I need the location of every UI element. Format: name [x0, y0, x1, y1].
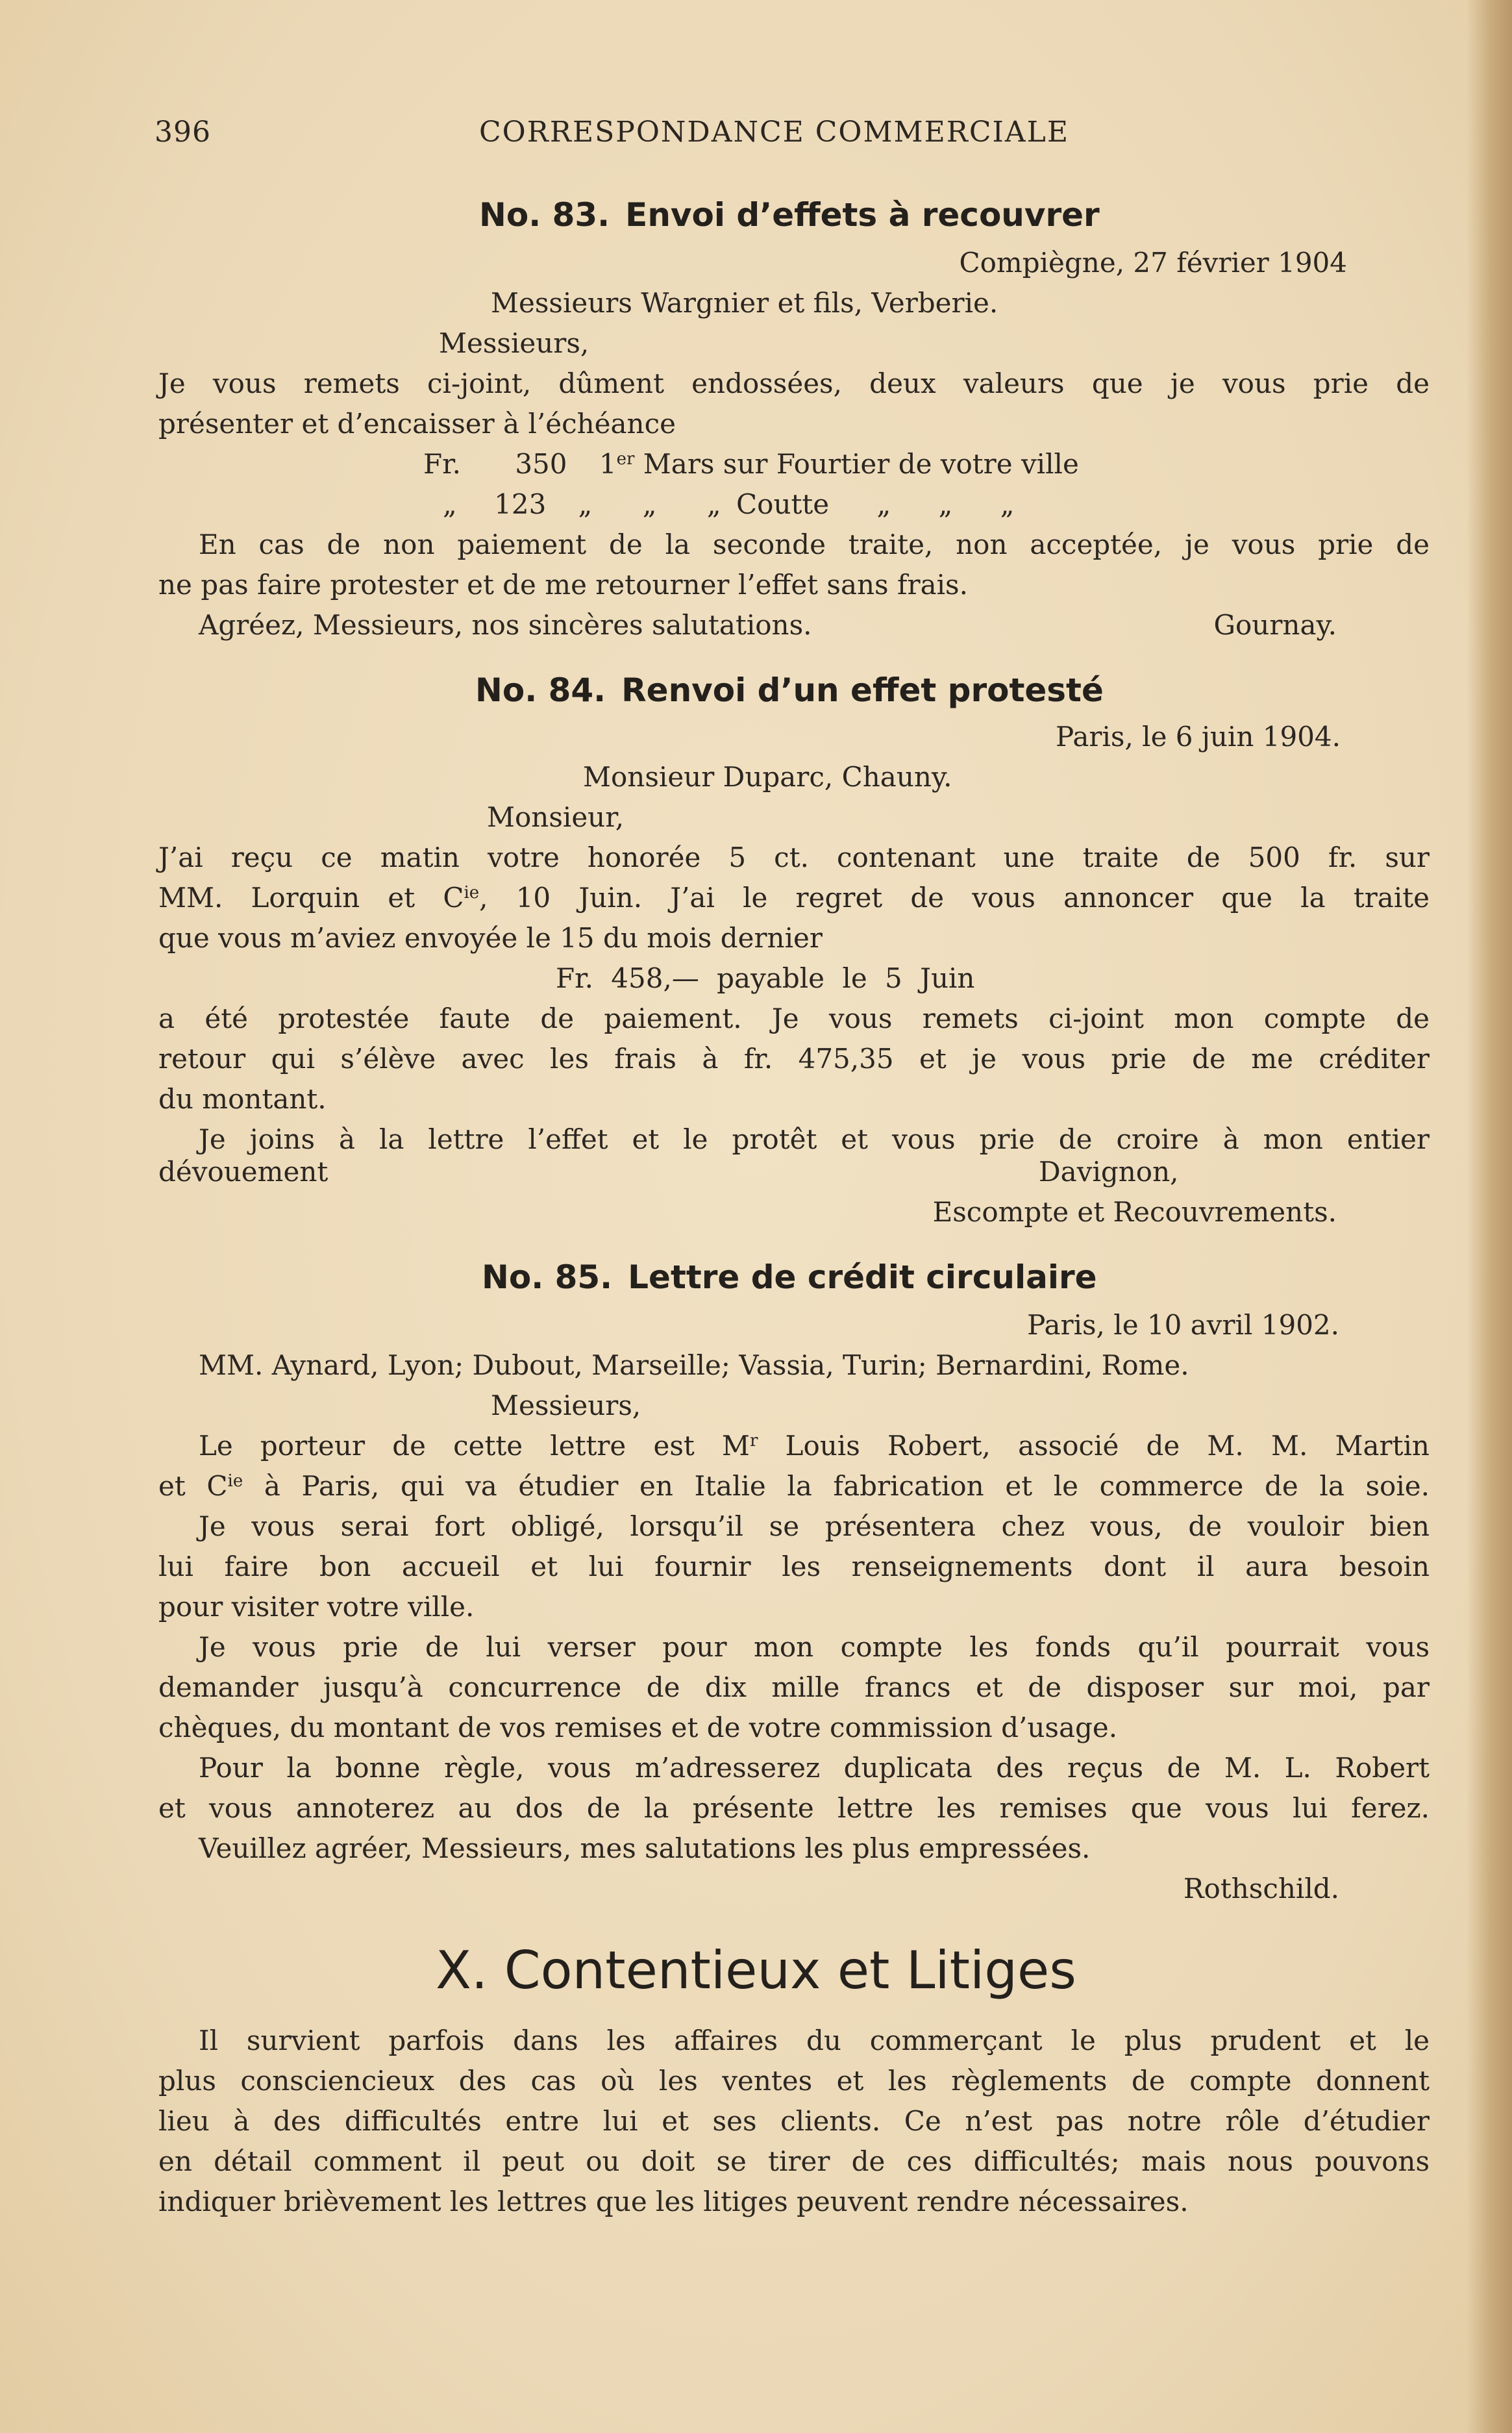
- letter-83-item-2: [443, 488, 1015, 520]
- letter-84-body-line: a été protestée faute de paiement. Je vous remets ci-joint mon compte de: [158, 1003, 1430, 1034]
- item-2-ditto: „: [1000, 488, 1015, 520]
- letter-83-item-1: [423, 448, 1079, 480]
- letter-84-title: Renvoi d’un effet protesté: [621, 671, 1104, 709]
- letter-83-title: Envoi d’effets à recouvrer: [625, 196, 1100, 234]
- letter-83-heading: [479, 196, 1100, 234]
- letter-84-signature-firm: Escompte et Recouvrements.: [932, 1196, 1337, 1228]
- letter-85-heading: [482, 1258, 1097, 1296]
- letter-85-signature: Rothschild.: [1183, 1873, 1339, 1904]
- letter-84-body-line: que vous m’aviez envoyée le 15 du mois dernier: [158, 922, 823, 954]
- item-2-name: Coutte: [736, 488, 830, 520]
- letter-83-body-line: présenter et d’encaisser à l’échéance: [158, 408, 676, 440]
- letter-84-number: No. 84.: [475, 671, 606, 709]
- item-1-amount: 350: [515, 448, 567, 480]
- letter-85-body-line: et vous annoterez au dos de la présente lettre les remises que vous lui ferez.: [158, 1792, 1430, 1824]
- item-2-ditto: „: [642, 488, 657, 520]
- letter-85-body-line: pour visiter votre ville.: [158, 1591, 475, 1623]
- letter-85-addressees: MM. Aynard, Lyon; Dubout, Marseille; Vassia, Turin; Bernardini, Rome.: [199, 1349, 1189, 1381]
- letter-85-closing: Veuillez agréer, Messieurs, mes salutations les plus empressées.: [199, 1832, 1091, 1864]
- item-2-ditto: „: [578, 488, 593, 520]
- letter-83-closing: Agréez, Messieurs, nos sincères salutations.: [199, 609, 812, 641]
- running-title: CORRESPONDANCE COMMERCIALE: [479, 116, 1070, 149]
- item-2-ditto: „: [876, 488, 891, 520]
- letter-84-addressee: Monsieur Duparc, Chauny.: [583, 761, 952, 793]
- letter-84-salutation: Monsieur,: [487, 801, 625, 833]
- item-1-day-sup: er: [616, 449, 635, 469]
- letter-83-body-line: Je vous remets ci-joint, dûment endossées, deux valeurs que je vous prie de: [158, 368, 1430, 399]
- letter-83-date: Compiègne, 27 février 1904: [959, 247, 1347, 279]
- letter-85-body-line: demander jusqu’à concurrence de dix mille francs et de disposer sur moi, par: [158, 1671, 1430, 1703]
- chapter-paragraph-line: indiquer brièvement les lettres que les litiges peuvent rendre nécessaires.: [158, 2186, 1189, 2217]
- letter-83-salutation: Messieurs,: [439, 327, 589, 359]
- letter-85-body-line: lui faire bon accueil et lui fournir les renseignements dont il aura besoin: [158, 1551, 1430, 1582]
- page-header: [155, 116, 1356, 157]
- chapter-paragraph-line: lieu à des difficultés entre lui et ses clients. Ce n’est pas notre rôle d’étudier: [158, 2105, 1430, 2137]
- letter-85-title: Lettre de crédit circulaire: [628, 1258, 1097, 1296]
- item-1-day: 1: [599, 448, 617, 480]
- letter-84-body-line: retour qui s’élève avec les frais à fr. 475,35 et je vous prie de me créditer: [158, 1043, 1430, 1075]
- letter-85-date: Paris, le 10 avril 1902.: [1027, 1309, 1339, 1341]
- item-1-rest: Mars sur Fourtier de votre ville: [643, 448, 1079, 480]
- chapter-paragraph-line: en détail comment il peut ou doit se tirer de ces difficultés; mais nous pouvons: [158, 2145, 1430, 2177]
- letter-83-body-line: ne pas faire protester et de me retourner l’effet sans frais.: [158, 569, 968, 601]
- chapter-paragraph-line: plus consciencieux des cas où les ventes et les règlements de compte donnent: [158, 2065, 1430, 2097]
- letter-84-heading: [475, 671, 1104, 709]
- item-2-ditto: „: [938, 488, 953, 520]
- letter-83-number: No. 83.: [479, 196, 610, 234]
- chapter-paragraph-line: Il survient parfois dans les affaires du commerçant le plus prudent et le: [199, 2025, 1430, 2056]
- letter-85-number: No. 85.: [482, 1258, 613, 1296]
- letter-85-salutation: Messieurs,: [491, 1390, 641, 1421]
- letter-83-addressee: Messieurs Wargnier et fils, Verberie.: [491, 287, 998, 319]
- letter-83-body-line: En cas de non paiement de la seconde traite, non acceptée, je vous prie de: [199, 529, 1430, 560]
- letter-83-signature: Gournay.: [1213, 609, 1337, 641]
- letter-84-body-line: dévouement: [158, 1156, 328, 1188]
- letter-84-body-line: du montant.: [158, 1083, 327, 1115]
- chapter-title: X. Contentieux et Litiges: [436, 1940, 1076, 2001]
- letter-84-signature: Davignon,: [1039, 1156, 1179, 1188]
- letter-84-body-line: MM. Lorquin et $C^{ie}$, 10 Juin. J’ai le regret de vous annoncer que la traite: [158, 882, 1430, 914]
- item-2-amount: 123: [494, 488, 547, 520]
- item-2-ditto: „: [706, 488, 721, 520]
- letter-85-body-line: et $C^{ie}$ à Paris, qui va étudier en Italie la fabrication et le commerce de la soie.: [158, 1470, 1430, 1502]
- letter-85-body-line: Le porteur de cette lettre est $M^r$ Louis Robert, associé de M. M. Martin: [199, 1430, 1430, 1462]
- letter-85-body-line: Pour la bonne règle, vous m’adresserez duplicata des reçus de M. L. Robert: [199, 1752, 1430, 1784]
- letter-84-date: Paris, le 6 juin 1904.: [1055, 721, 1341, 753]
- item-2-ditto: „: [443, 488, 457, 520]
- letter-85-body-line: Je vous prie de lui verser pour mon compte les fonds qu’il pourrait vous: [199, 1631, 1430, 1663]
- letter-85-body-line: chèques, du montant de vos remises et de votre commission d’usage.: [158, 1712, 1118, 1743]
- letter-85-body-line: Je vous serai fort obligé, lorsqu’il se présentera chez vous, de vouloir bien: [199, 1510, 1430, 1542]
- item-1-label: Fr.: [423, 448, 461, 480]
- letter-84-amount-line: Fr. 458,— payable le 5 Juin: [556, 962, 975, 994]
- page-number: 396: [155, 116, 211, 149]
- letter-84-body-line: Je joins à la lettre l’effet et le protêt et vous prie de croire à mon entier: [199, 1123, 1430, 1155]
- letter-84-body-line: J’ai reçu ce matin votre honorée 5 ct. contenant une traite de 500 fr. sur: [158, 842, 1430, 873]
